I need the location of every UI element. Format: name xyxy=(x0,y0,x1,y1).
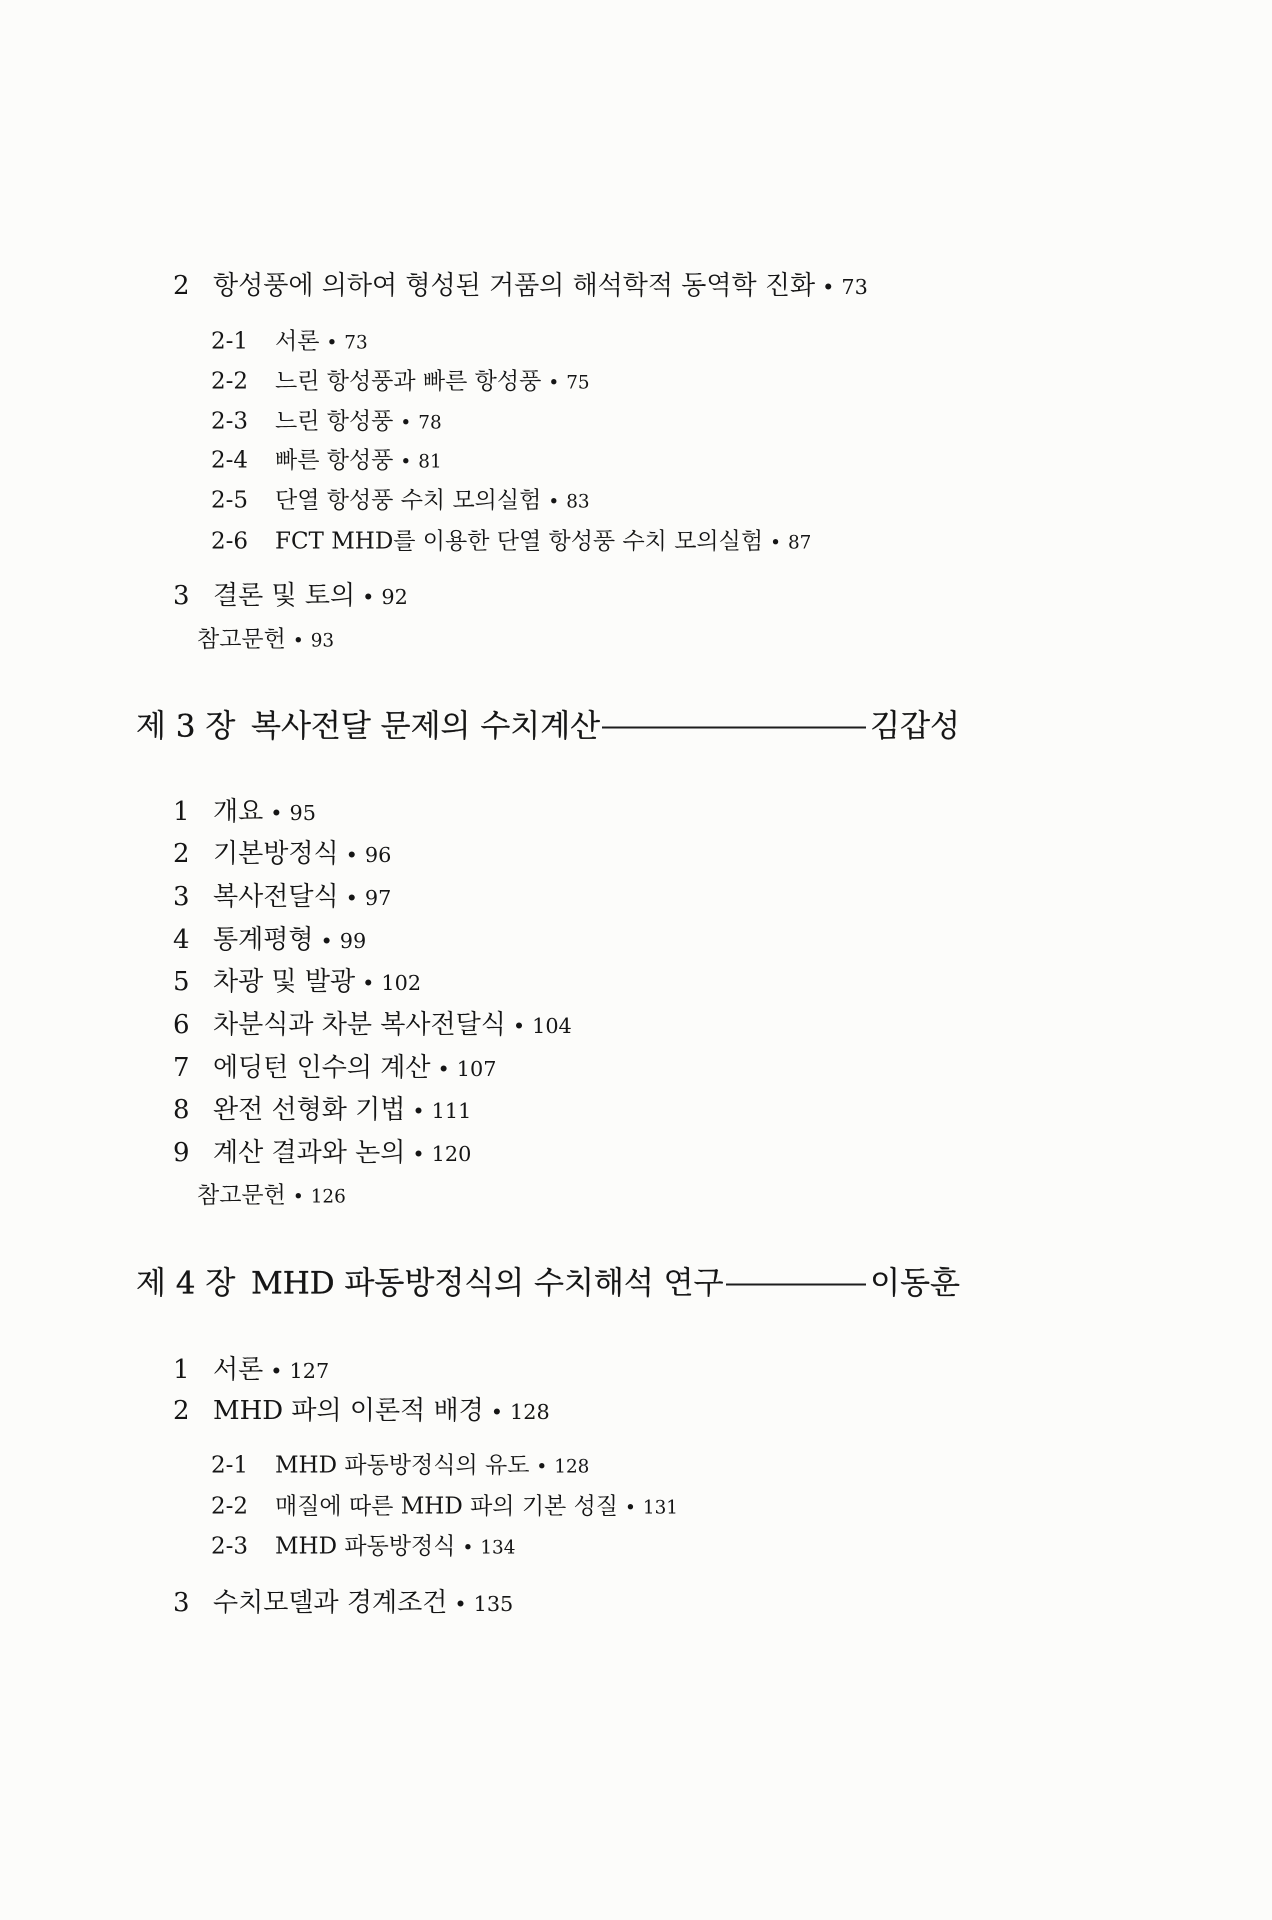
chapter-heading xyxy=(136,1265,960,1302)
section-title: 계산 결과와 논의 xyxy=(213,1138,406,1168)
toc-subsection-entry xyxy=(211,487,590,514)
separator-bullet: • xyxy=(362,971,375,995)
separator-bullet: • xyxy=(345,843,358,867)
toc-section-entry xyxy=(173,884,391,910)
subsection-number: 2-3 xyxy=(211,1533,249,1560)
title-author-rule xyxy=(602,726,866,728)
section-number: 1 xyxy=(173,797,190,827)
section-number: 9 xyxy=(173,1138,190,1168)
page-number: 73 xyxy=(344,332,368,354)
subsection-title: 빠른 항성풍 xyxy=(275,447,394,474)
separator-bullet: • xyxy=(548,372,560,394)
page-number: 126 xyxy=(310,1186,346,1208)
subsection-title: 느린 항성풍과 빠른 항성풍 xyxy=(275,368,542,395)
references-title: 참고문헌 xyxy=(197,626,286,653)
page-number: 96 xyxy=(364,843,392,867)
separator-bullet: • xyxy=(412,1142,425,1166)
page-number: 128 xyxy=(510,1400,550,1424)
page-number: 127 xyxy=(289,1359,330,1383)
toc-section-entry xyxy=(173,1097,471,1123)
separator-bullet: • xyxy=(400,412,412,434)
subsection-number: 2-4 xyxy=(211,447,249,474)
page-number: 81 xyxy=(418,451,442,473)
chapter-author: 이동훈 xyxy=(870,1265,960,1302)
subsection-title: MHD 파동방정식의 유도 xyxy=(275,1452,530,1479)
section-number: 2 xyxy=(173,1396,190,1426)
section-number: 3 xyxy=(173,1588,190,1618)
page-number: 83 xyxy=(566,491,590,513)
section-title: 통계평형 xyxy=(213,925,314,955)
toc-subsection-entry xyxy=(211,368,590,395)
subsection-title: FCT MHD를 이용한 단열 항성풍 수치 모의실험 xyxy=(275,528,764,555)
page-number: 92 xyxy=(381,585,408,609)
page-number: 107 xyxy=(456,1057,497,1081)
chapter-title: MHD 파동방정식의 수치해석 연구 xyxy=(251,1265,724,1302)
section-title: 결론 및 토의 xyxy=(213,581,356,611)
toc-subsection-entry xyxy=(211,1533,516,1560)
references-entry xyxy=(197,626,335,653)
section-number: 5 xyxy=(173,967,190,997)
page-number: 102 xyxy=(381,971,422,995)
section-title: 기본방정식 xyxy=(213,839,339,869)
toc-subsection-entry xyxy=(211,328,368,355)
separator-bullet: • xyxy=(320,929,333,953)
title-author-rule xyxy=(726,1283,867,1285)
subsection-number: 2-5 xyxy=(211,487,249,514)
section-title: 수치모델과 경계조건 xyxy=(213,1588,448,1618)
page-number: 111 xyxy=(431,1099,472,1123)
references-title: 참고문헌 xyxy=(197,1182,286,1209)
toc-section-entry xyxy=(173,927,366,953)
chapter-heading xyxy=(136,708,960,745)
section-number: 3 xyxy=(173,882,190,912)
references-entry xyxy=(197,1182,346,1209)
section-title: 에딩턴 인수의 계산 xyxy=(213,1053,431,1083)
toc-section-entry xyxy=(173,583,408,609)
subsection-title: 느린 항성풍 xyxy=(275,408,394,435)
section-number: 8 xyxy=(173,1095,190,1125)
section-number: 1 xyxy=(173,1355,190,1385)
page-number: 95 xyxy=(289,801,316,825)
page-number: 120 xyxy=(431,1142,472,1166)
section-number: 2 xyxy=(173,271,190,301)
toc-section-entry xyxy=(173,1398,550,1424)
toc-section-entry xyxy=(173,1357,329,1383)
toc-section-entry xyxy=(173,969,421,995)
subsection-number: 2-1 xyxy=(211,328,249,355)
chapter-label: 제 4 장 xyxy=(136,1265,236,1302)
separator-bullet: • xyxy=(512,1014,526,1038)
separator-bullet: • xyxy=(326,332,338,354)
toc-section-entry xyxy=(173,273,868,299)
separator-bullet: • xyxy=(462,1537,474,1559)
section-number: 3 xyxy=(173,581,190,611)
subsection-number: 2-6 xyxy=(211,528,249,555)
subsection-title: 서론 xyxy=(275,328,320,355)
toc-subsection-entry xyxy=(211,1493,678,1520)
toc-subsection-entry xyxy=(211,447,442,474)
subsection-number: 2-1 xyxy=(211,1452,249,1479)
separator-bullet: • xyxy=(362,585,375,609)
page-number: 75 xyxy=(566,372,590,394)
page-number: 78 xyxy=(418,412,442,434)
section-title: 서론 xyxy=(213,1355,264,1385)
section-number: 2 xyxy=(173,839,190,869)
subsection-number: 2-2 xyxy=(211,1493,249,1520)
separator-bullet: • xyxy=(270,801,283,825)
subsection-title: 단열 항성풍 수치 모의실험 xyxy=(275,487,542,514)
separator-bullet: • xyxy=(412,1099,425,1123)
toc-section-entry xyxy=(173,841,391,867)
subsection-title: MHD 파동방정식 xyxy=(275,1533,456,1560)
toc-section-entry xyxy=(173,799,316,825)
chapter-label: 제 3 장 xyxy=(136,708,236,745)
chapter-author: 김갑성 xyxy=(870,708,960,745)
section-title: 항성풍에 의하여 형성된 거품의 해석학적 동역학 진화 xyxy=(213,271,816,301)
page-number: 87 xyxy=(787,532,812,554)
page-number: 135 xyxy=(473,1592,514,1616)
page-number: 97 xyxy=(364,886,392,910)
subsection-title: 매질에 따른 MHD 파의 기본 성질 xyxy=(275,1493,619,1520)
section-title: 차분식과 차분 복사전달식 xyxy=(213,1010,506,1040)
section-number: 4 xyxy=(173,925,190,955)
separator-bullet: • xyxy=(770,532,781,554)
toc-subsection-entry xyxy=(211,408,442,435)
separator-bullet: • xyxy=(490,1400,504,1424)
separator-bullet: • xyxy=(400,451,412,473)
section-title: 복사전달식 xyxy=(213,882,339,912)
toc-subsection-entry xyxy=(211,528,812,555)
separator-bullet: • xyxy=(536,1456,548,1478)
section-title: 차광 및 발광 xyxy=(213,967,356,997)
toc-section-entry xyxy=(173,1055,496,1081)
section-title: 개요 xyxy=(213,797,264,827)
separator-bullet: • xyxy=(822,275,835,299)
separator-bullet: • xyxy=(454,1592,467,1616)
separator-bullet: • xyxy=(292,630,304,652)
page-number: 104 xyxy=(532,1014,572,1038)
toc-subsection-entry xyxy=(211,1452,590,1479)
separator-bullet: • xyxy=(548,491,560,513)
toc-section-entry xyxy=(173,1012,572,1038)
page-number: 131 xyxy=(642,1497,678,1519)
chapter-title: 복사전달 문제의 수치계산 xyxy=(251,708,601,745)
section-title: 완전 선형화 기법 xyxy=(213,1095,406,1125)
subsection-number: 2-2 xyxy=(211,368,249,395)
toc-section-entry xyxy=(173,1140,471,1166)
toc-section-entry xyxy=(173,1590,513,1616)
separator-bullet: • xyxy=(345,886,358,910)
subsection-number: 2-3 xyxy=(211,408,249,435)
separator-bullet: • xyxy=(437,1057,450,1081)
page-number: 93 xyxy=(310,630,335,652)
page-number: 73 xyxy=(841,275,868,299)
page-number: 128 xyxy=(554,1456,590,1478)
separator-bullet: • xyxy=(292,1186,304,1208)
page-number: 99 xyxy=(339,929,367,953)
section-number: 7 xyxy=(173,1053,190,1083)
separator-bullet: • xyxy=(270,1359,283,1383)
section-title: MHD 파의 이론적 배경 xyxy=(213,1396,484,1426)
separator-bullet: • xyxy=(625,1497,636,1519)
page-number: 134 xyxy=(480,1537,516,1559)
section-number: 6 xyxy=(173,1010,190,1040)
